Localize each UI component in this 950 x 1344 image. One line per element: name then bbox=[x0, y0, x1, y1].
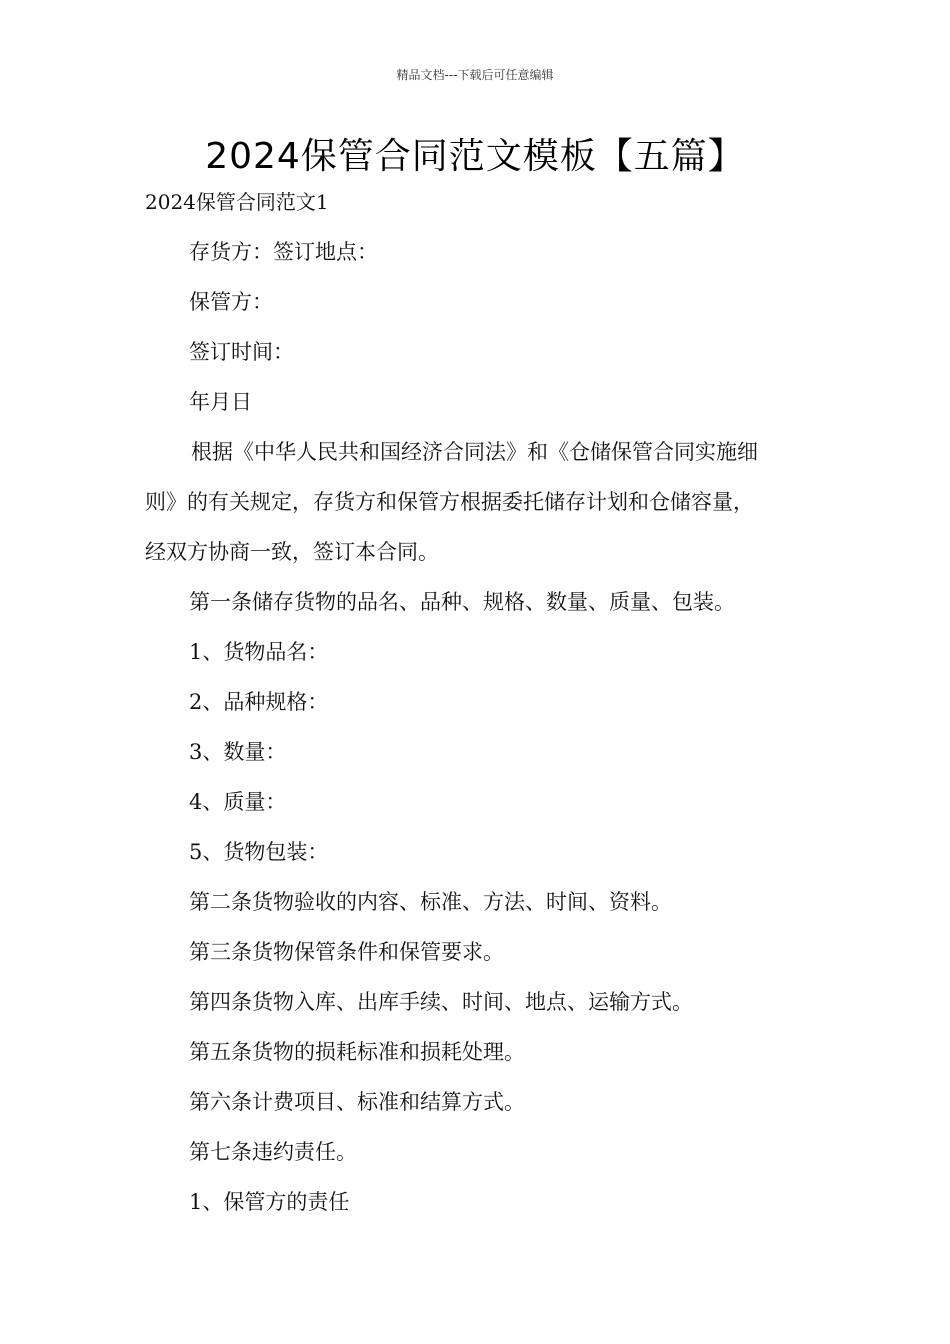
paragraph-line: 年月日 bbox=[189, 390, 252, 414]
document-subtitle: 2024保管合同范文1 bbox=[145, 190, 329, 214]
list-item: 2、品种规格： bbox=[189, 690, 329, 714]
list-item: 5、货物包装： bbox=[189, 840, 329, 864]
list-item: 3、数量： bbox=[189, 740, 287, 764]
article-heading: 第五条货物的损耗标准和损耗处理。 bbox=[189, 1040, 525, 1064]
article-heading: 第一条储存货物的品名、品种、规格、数量、质量、包装。 bbox=[189, 590, 735, 614]
article-heading: 第七条违约责任。 bbox=[189, 1140, 357, 1164]
article-heading: 第六条计费项目、标准和结算方式。 bbox=[189, 1090, 525, 1114]
page-header-note: 精品文档---下载后可任意编辑 bbox=[396, 68, 554, 82]
paragraph-line: 存货方：签订地点： bbox=[189, 240, 378, 264]
paragraph-line: 则》的有关规定，存货方和保管方根据委托储存计划和仓储容量， bbox=[145, 490, 754, 514]
paragraph-line: 根据《中华人民共和国经济合同法》和《仓储保管合同实施细 bbox=[191, 440, 758, 464]
paragraph-line: 保管方： bbox=[189, 290, 273, 314]
article-heading: 第四条货物入库、出库手续、时间、地点、运输方式。 bbox=[189, 990, 693, 1014]
article-heading: 第三条货物保管条件和保管要求。 bbox=[189, 940, 504, 964]
article-heading: 第二条货物验收的内容、标准、方法、时间、资料。 bbox=[189, 890, 672, 914]
paragraph-line: 经双方协商一致，签订本合同。 bbox=[145, 540, 439, 564]
list-item: 1、保管方的责任 bbox=[189, 1190, 350, 1214]
paragraph-line: 签订时间： bbox=[189, 340, 294, 364]
document-title: 2024保管合同范文模板【五篇】 bbox=[205, 136, 745, 177]
list-item: 1、货物品名： bbox=[189, 640, 329, 664]
list-item: 4、质量： bbox=[189, 790, 287, 814]
